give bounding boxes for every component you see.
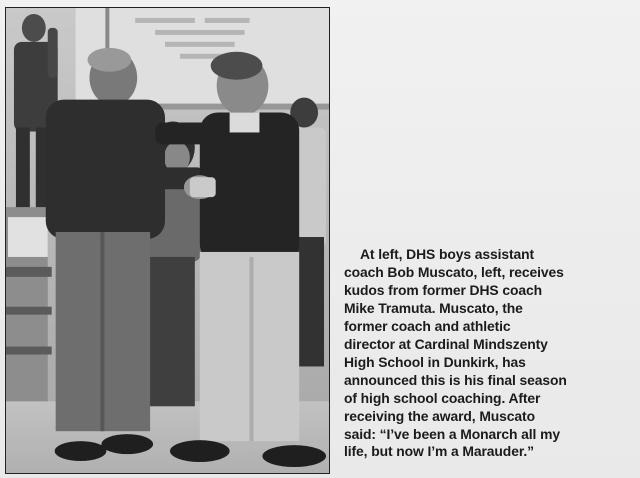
caption-line: former coach and athletic [344,317,511,334]
news-photo [5,7,330,474]
caption-line: kudos from former DHS coach [344,281,542,298]
caption-line: High School in Dunkirk, has [344,353,526,370]
caption-line: Mike Tramuta. Muscato, the [344,299,523,316]
caption-line: receiving the award, Muscato [344,407,535,424]
photo-illustration [6,8,329,473]
caption-line: said: “I’ve been a Monarch all my [344,425,560,442]
caption-line: life, but now I’m a Marauder.” [344,443,534,460]
caption-line: announced this is his final season [344,371,567,388]
caption-line: director at Cardinal Mindszenty [344,335,548,352]
photo-caption [344,246,636,461]
caption-line: At left, DHS boys assistant [360,246,535,262]
caption-line: of high school coaching. After [344,389,541,406]
caption-line: coach Bob Muscato, left, receives [344,263,564,280]
